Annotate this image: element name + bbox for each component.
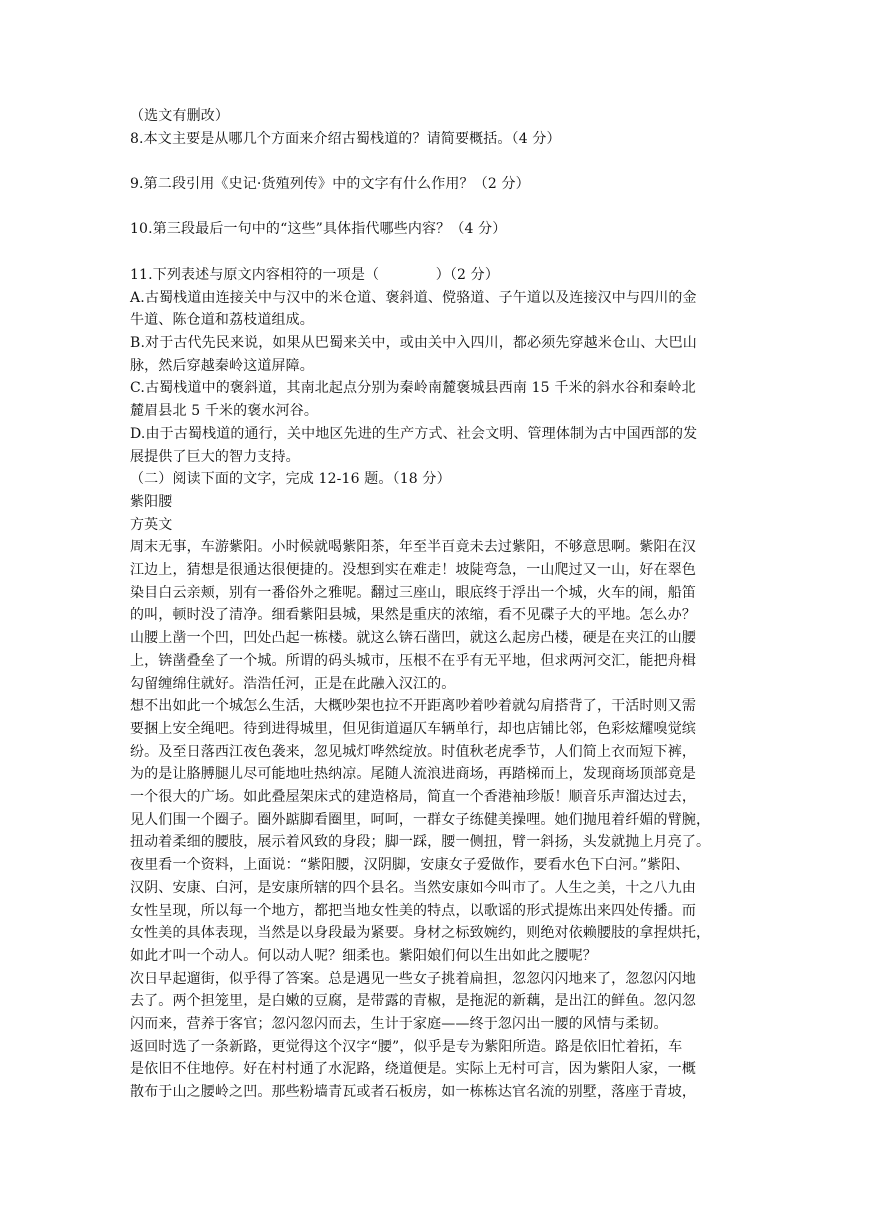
section-heading: （二）阅读下面的文字，完成 12-16 题。（18 分） [130, 471, 451, 488]
essay-text-line: 的叫，顿时没了清净。细看紫阳县城，果然是重庆的浓缩，看不见碟子大的平地。怎么办？ [130, 607, 696, 624]
essay-text-line: 汉阴、安康、白河，是安康所辖的四个县名。当然安康如今叫市了。人生之美，十之八九由 [130, 879, 696, 896]
essay-text-line: 一个很大的广场。如此叠屋架床式的建造格局，简直一个香港袖珍版！顺音乐声溜达过去， [130, 789, 696, 806]
essay-text-line: 见人们围一个圈子。圈外踮脚看圈里，呵呵，一群女子练健美操哩。她们抛甩着纤媚的臂腕， [130, 811, 711, 828]
source-note: （选文有删改） [130, 108, 230, 124]
essay-text-line: 上，锛凿叠垒了一个城。所谓的码头城市，压根不在乎有无平地，但求两河交汇，能把舟楫 [130, 652, 696, 669]
question-10: 10.第三段最后一句中的“这些”具体指代哪些内容？（4 分） [130, 221, 507, 238]
essay-text-line: 周末无事，车游紫阳。小时候就喝紫阳茶，年至半百竟未去过紫阳，不够意思啊。紫阳在汉 [130, 539, 696, 556]
option-d-line: 展提供了巨大的智力支持。 [130, 448, 300, 465]
essay-text-line: 染目白云亲颊，别有一番俗外之雅呢。翻过三座山，眼底终于浮出一个城，火车的闹，船笛 [130, 584, 696, 601]
document-page [130, 105, 742, 1104]
essay-text-line: 江边上，猜想是很通达很便捷的。没想到实在难走！坡陡弯急，一山爬过又一山，好在翠色 [130, 562, 696, 579]
option-a-line: 牛道、陈仓道和荔枝道组成。 [130, 312, 314, 329]
question-8: 8.本文主要是从哪几个方面来介绍古蜀栈道的？请简要概括。（4 分） [130, 130, 561, 147]
essay-text-line: 闪而来，营养于客官；忽闪忽闪而去，生计于家庭——终于忽闪出一腰的风情与柔韧。 [130, 1016, 668, 1033]
essay-author: 方英文 [130, 516, 173, 533]
essay-text-line: 要捆上安全绳吧。待到进得城里，但见街道逼仄车辆单行，却也店铺比邻，色彩炫耀嗅觉缤 [130, 720, 696, 737]
option-d-line: D.由于古蜀栈道的通行，关中地区先进的生产方式、社会文明、管理体制为古中国西部的发 [130, 425, 698, 442]
essay-text-line: 散布于山之腰岭之凹。那些粉墙青瓦或者石板房，如一栋栋达官名流的别墅，落座于青坡， [130, 1084, 696, 1101]
answer-space [130, 196, 742, 219]
essay-text-line: 去了。两个担笼里，是白嫩的豆腐，是带露的青椒，是拖泥的新藕，是出江的鲜鱼。忽闪忽 [130, 993, 696, 1010]
essay-text-line: 山腰上凿一个凹，凹处凸起一栋楼。就这么锛石凿凹，就这么起房凸楼，硬是在夹江的山腰 [130, 630, 696, 647]
essay-text-line: 次日早起遛街，似乎得了答案。总是遇见一些女子挑着扁担，忽忽闪闪地来了，忽忽闪闪地 [130, 970, 696, 987]
essay-text-line: 返回时选了一条新路，更觉得这个汉字“腰”，似乎是专为紫阳所造。路是依旧忙着拓，车 [130, 1038, 683, 1055]
option-b-line: B.对于古代先民来说，如果从巴蜀来关中，或由关中入四川，都必须先穿越米仓山、大巴山 [130, 334, 697, 351]
essay-text-line: 勾留缠绵住就好。浩浩任河，正是在此融入汉江的。 [130, 675, 456, 692]
question-11: 11.下列表述与原文内容相符的一项是（ ）（2 分） [130, 266, 499, 283]
essay-text-line: 为的是让胳膊腿儿尽可能地吐热纳凉。尾随人流浪进商场，再踏梯而上，发现商场顶部竟是 [130, 766, 696, 783]
essay-text-line: 夜里看一个资料，上面说：“紫阳腰，汉阴脚，安康女子爱做作，要看水色下白河。”紫阳、 [130, 857, 690, 874]
essay-text-line: 扭动着柔细的腰肢，展示着风致的身段；脚一踩，腰一侧扭，臂一斜扬，头发就抛上月亮了。 [130, 834, 711, 851]
question-9: 9.第二段引用《史记·货殖列传》中的文字有什么作用？（2 分） [130, 176, 530, 193]
essay-text-line: 如此才叫一个动人。何以动人呢？细柔也。紫阳娘们何以生出如此之腰呢？ [130, 947, 597, 964]
answer-space [130, 150, 742, 173]
option-c-line: 麓眉县北 5 千米的褒水河谷。 [130, 403, 319, 420]
essay-text-line: 女性呈现，所以每一个地方，都把当地女性美的特点，以歌谣的形式提炼出来四处传播。而 [130, 902, 696, 919]
essay-title: 紫阳腰 [130, 493, 173, 510]
answer-space [130, 241, 742, 264]
option-c-line: C.古蜀栈道中的褒斜道，其南北起点分别为秦岭南麓褒城县西南 15 千米的斜水谷和秦岭北 [130, 380, 696, 397]
option-b-line: 脉，然后穿越秦岭这道屏障。 [130, 357, 314, 374]
option-a-line: A.古蜀栈道由连接关中与汉中的米仓道、褒斜道、傥骆道、子午道以及连接汉中与四川的金 [130, 289, 697, 306]
essay-text-line: 女性美的具体表现，当然是以身段最为紧要。身材之标致婉约，则绝对依赖腰肢的拿捏烘托， [130, 925, 711, 942]
essay-text-line: 是依旧不住地停。好在村村通了水泥路，绕道便是。实际上无村可言，因为紫阳人家，一概 [130, 1061, 696, 1078]
essay-text-line: 想不出如此一个城怎么生活，大概吵架也拉不开距离吵着吵着就勾肩搭背了，干活时则又需 [130, 698, 696, 715]
essay-text-line: 纷。及至日落西江夜色袭来，忽见城灯哗然绽放。时值秋老虎季节，人们简上衣而短下裤， [130, 743, 696, 760]
